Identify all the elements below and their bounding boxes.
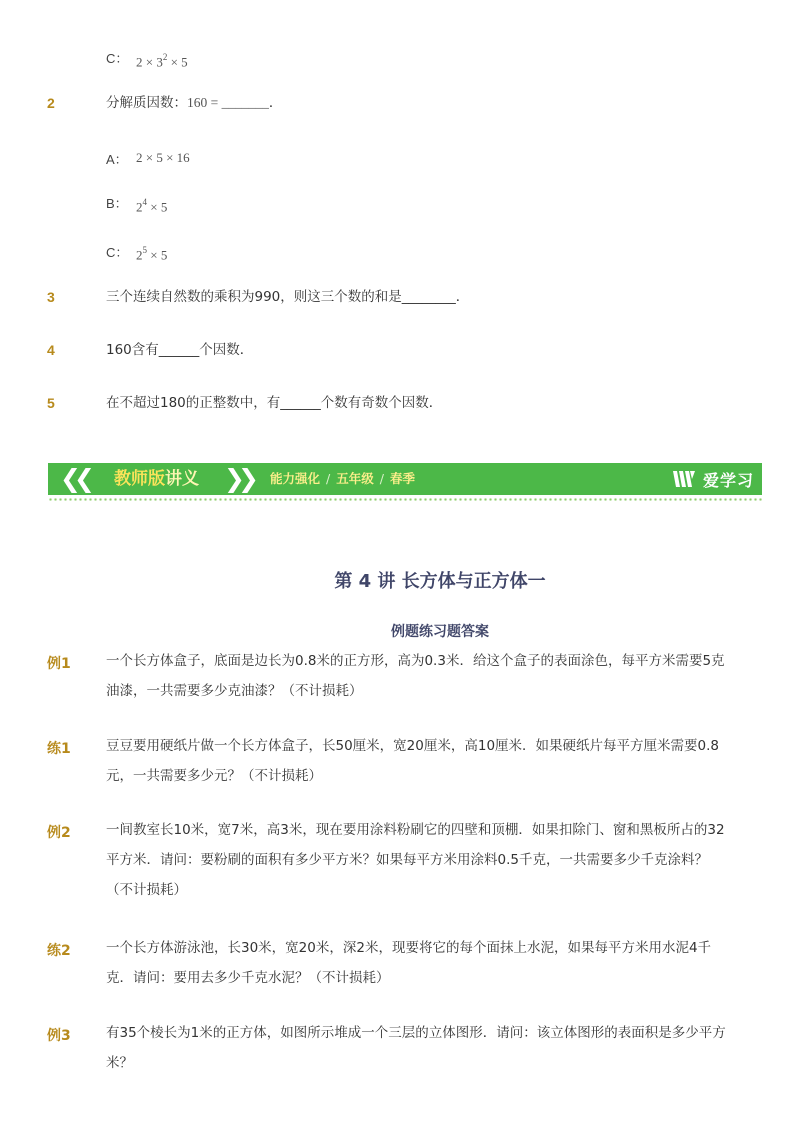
question-text: 160含有______个因数． <box>106 342 254 358</box>
option-label: A： <box>106 152 128 167</box>
dotted-divider <box>48 498 762 501</box>
brand-mark-icon <box>671 468 697 490</box>
section-subheading: 例题练习题答案 <box>391 624 489 640</box>
question-text: 分解质因数：160 = _______． <box>106 95 283 111</box>
option-label: C： <box>106 51 129 66</box>
breadcrumb-item: 五年级 <box>336 471 374 486</box>
option-label: B： <box>106 196 128 211</box>
option-math: $2^5 \times 5$ <box>136 245 168 263</box>
problem-text: 一个长方体盒子，底面是边长为0.8米的正方形，高为0.3米．给这个盒子的表面涂色，每平方米需要5克油漆，一共需要多少克油漆？（不计损耗） <box>106 653 725 699</box>
problem-text: 一间教室长10米，宽7米，高3米，现在要用涂料粉刷它的四壁和顶棚．如果扣除门、窗和黑板所占的32平方米．请问：要粉刷的面积有多少平方米？如果每平方米用涂料0.5千克，一共需要多少千克涂料？（不计损耗） <box>106 822 725 898</box>
chevron-right-icon: ❯❯ <box>224 464 252 493</box>
option-label: C： <box>106 245 129 260</box>
problem-label: 例2 <box>47 825 71 841</box>
problem-label: 练1 <box>47 741 71 757</box>
breadcrumb: 能力强化 / 五年级 / 春季 <box>270 471 415 486</box>
question-number: 5 <box>47 395 55 411</box>
question-number: 2 <box>47 95 55 111</box>
problem-label: 例3 <box>47 1028 71 1044</box>
brand-logo <box>671 467 754 491</box>
breadcrumb-item: 春季 <box>389 471 415 486</box>
question-text: 在不超过180的正整数中，有______个数有奇数个因数． <box>106 395 443 411</box>
question-text: 三个连续自然数的乘积为990，则这三个数的和是________． <box>106 289 470 305</box>
option-math: 2 × 5 × 16 <box>136 150 190 165</box>
chapter-title: 第 4 讲 长方体与正方体一 <box>334 571 546 592</box>
problem-label: 练2 <box>47 943 71 959</box>
problem-text: 有35个棱长为1米的正方体，如图所示堆成一个三层的立体图形．请问：该立体图形的表面积是多少平方米？ <box>106 1025 726 1071</box>
brand-name: 爱学习 <box>702 470 754 490</box>
option-math: $2 \times 3^2 \times 5$ <box>136 52 188 70</box>
question-number: 3 <box>47 289 55 305</box>
problem-text: 一个长方体游泳池，长30米，宽20米，深2米，现要将它的每个面抹上水泥，如果每平方米用水泥4千克．请问：要用去多少千克水泥？（不计损耗） <box>106 940 712 986</box>
option-math: $2^4 \times 5$ <box>136 197 168 215</box>
banner-title: 教师版讲义 <box>114 469 199 489</box>
banner-bar <box>48 463 762 495</box>
chevron-left-icon: ❮❮ <box>60 464 88 493</box>
question-number: 4 <box>47 342 55 358</box>
problem-label: 例1 <box>47 656 71 672</box>
header-banner <box>48 463 762 503</box>
breadcrumb-item: 能力强化 <box>270 471 321 486</box>
problem-text: 豆豆要用硬纸片做一个长方体盒子，长50厘米，宽20厘米，高10厘米．如果硬纸片每平方厘米需要0.8元，一共需要多少元？（不计损耗） <box>106 738 720 784</box>
